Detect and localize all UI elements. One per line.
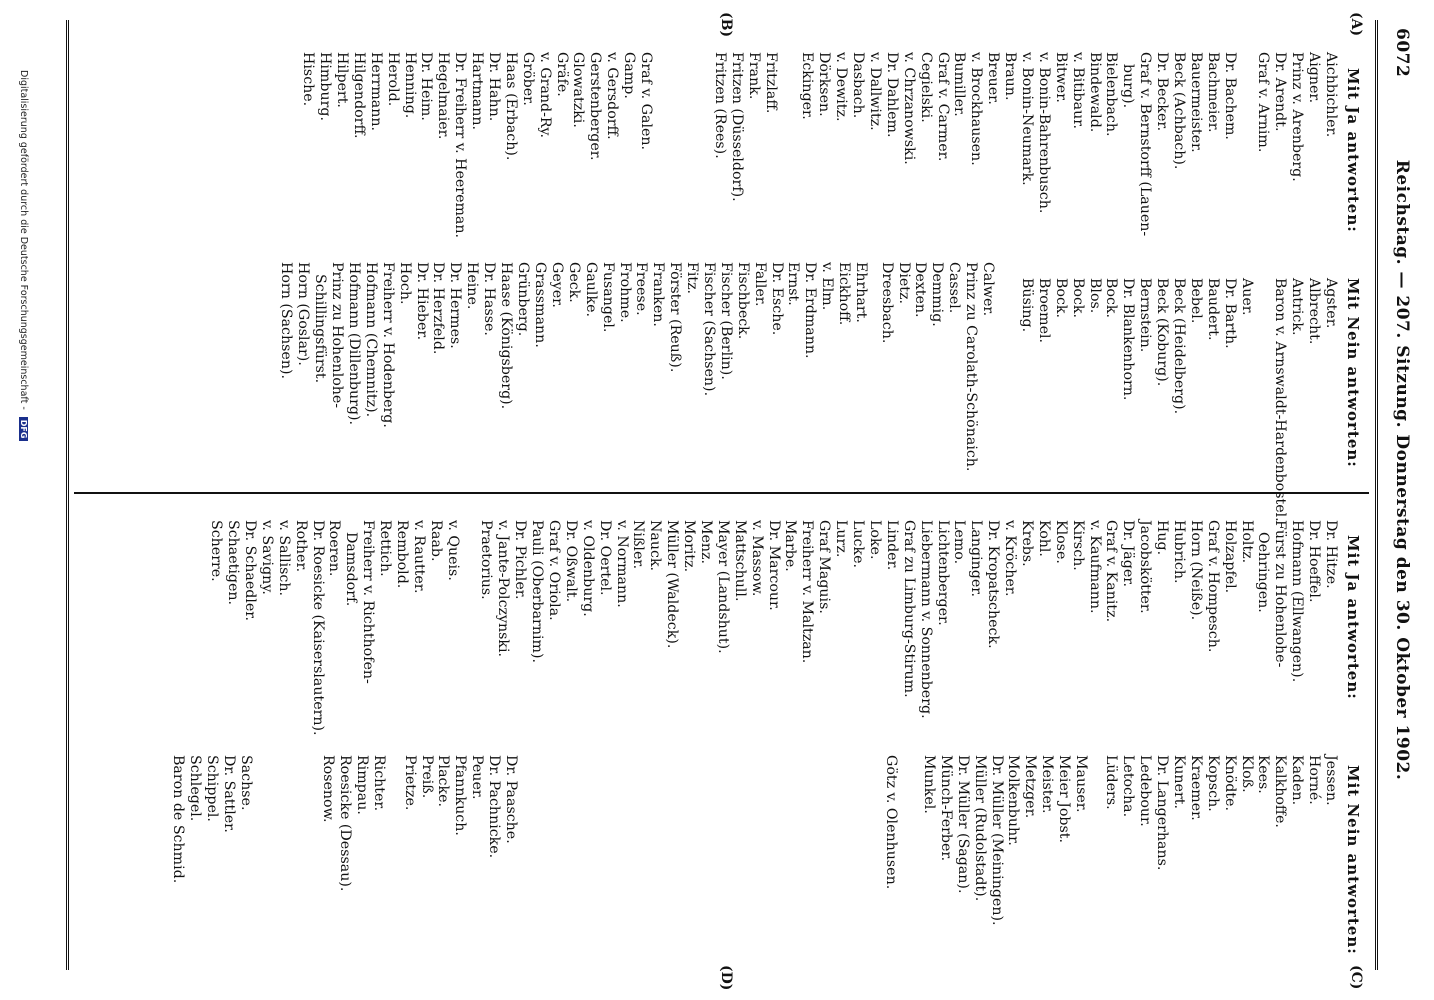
deputy-name: Eckinger. — [799, 52, 816, 120]
deputy-name: Langinger. — [968, 520, 985, 597]
deputy-name: Kirsch. — [1069, 520, 1086, 571]
deputy-name: Prinz zu Carolath-Schönaich. — [963, 262, 980, 472]
deputy-name: Moritz. — [681, 520, 698, 573]
deputy-name: Müller (Waldeck). — [664, 520, 681, 649]
deputy-name: Bock. — [1069, 278, 1086, 319]
deputy-name: Kopsch. — [1204, 755, 1221, 812]
deputy-name: Beck (Heidelberg). — [1170, 278, 1187, 415]
left-nein-list-b — [878, 262, 996, 471]
deputy-name: Graf v. Bernstorff (Lauen- — [1137, 52, 1154, 237]
deputy-name: Frohme. — [616, 262, 633, 323]
deputy-name: Braun. — [1002, 52, 1019, 101]
deputy-name: v. Savigny. — [258, 520, 275, 595]
deputy-name: Fritzen (Düsseldorf). — [729, 52, 746, 202]
deputy-name: Fritzlaff. — [763, 52, 779, 114]
deputy-name: Dr. Langerhans. — [1154, 755, 1171, 871]
deputy-name: Fusangel. — [599, 262, 616, 333]
deputy-name: Dr. Hoeffel. — [1306, 520, 1323, 603]
deputy-name: Münch-Ferber. — [937, 755, 954, 862]
page-header — [1382, 20, 1412, 920]
deputy-name: Dr. Hitze. — [1323, 520, 1339, 589]
deputy-name: Bock. — [1103, 278, 1120, 319]
deputy-name: Dr. Oertel. — [596, 520, 613, 596]
deputy-name: Bebel. — [1187, 278, 1204, 324]
deputy-name: Eickhoff. — [836, 262, 853, 326]
digitization-text: Digitalisierung gefördert durch die Deutsche Forschungsgemeinschaft - — [18, 70, 29, 410]
deputy-name: Schaetigen. — [225, 520, 242, 606]
deputy-name: Horné. — [1306, 755, 1323, 805]
dfg-logo: DFG — [19, 417, 28, 442]
deputy-name: Dr. Jäger. — [1120, 520, 1137, 587]
deputy-name: Dreesbach. — [878, 262, 895, 344]
deputy-name: Letocha. — [1120, 755, 1137, 818]
deputy-name: v. Kröcher. — [1002, 520, 1019, 597]
left-ja-list-a — [799, 52, 1340, 236]
deputy-name: Dr. Marcour. — [765, 520, 782, 611]
deputy-name: Kaden. — [1289, 755, 1306, 806]
deputy-name: Dr. Arendt. — [1272, 52, 1289, 132]
deputy-name: Oehringen. — [1255, 532, 1272, 613]
deputy-name: Herrmann. — [367, 52, 384, 132]
deputy-name: Holtz. — [1238, 520, 1255, 564]
deputy-name: Lemo. — [951, 520, 968, 565]
deputy-name: Schillingsfürst. — [312, 274, 329, 384]
deputy-name — [461, 520, 478, 736]
deputy-name: Bumiller. — [951, 52, 968, 117]
deputy-name: Faller. — [751, 262, 768, 307]
deputy-name: Lucke. — [850, 520, 867, 569]
deputy-name: Preiß. — [418, 755, 435, 799]
deputy-name: Rembold. — [394, 520, 411, 589]
deputy-name: Fischer (Sachsen). — [700, 262, 717, 397]
left-ja-list-b — [711, 52, 779, 202]
deputy-name: Müller (Rudolstadt). — [971, 755, 988, 902]
deputy-name: Mauser. — [1073, 755, 1089, 813]
deputy-name: Dr. Oßwalt. — [562, 520, 579, 603]
deputy-name: Hoch. — [396, 262, 413, 305]
right-ja-list — [207, 520, 1339, 736]
deputy-name: Jessen. — [1323, 755, 1339, 806]
left-nein-list-c — [514, 262, 869, 396]
deputy-name: Knödte. — [1221, 755, 1238, 811]
deputy-name: Demmig. — [929, 262, 946, 327]
deputy-name: Dr. Schaedler. — [242, 520, 258, 622]
left-ja-list-c — [299, 52, 654, 238]
deputy-name: Fitz. — [684, 262, 701, 295]
deputy-name: v. Dewitz. — [833, 52, 850, 122]
deputy-name: Bauermeister. — [1187, 52, 1204, 153]
deputy-name: Lichtenberger. — [934, 520, 951, 626]
deputy-name: Horn (Goslar). — [295, 262, 312, 366]
deputy-name: Dr. Paasche. — [503, 755, 519, 844]
deputy-name: Roeren. — [326, 520, 343, 577]
left-nein-heading: Mit Nein antworten: — [1344, 278, 1362, 468]
deputy-name: Linder. — [883, 520, 900, 571]
deputy-name: Bachmeier. — [1204, 52, 1221, 133]
deputy-name: Dr. Kropatscheck. — [985, 520, 1002, 649]
deputy-name: Lüders. — [1103, 755, 1120, 810]
deputy-name: Dr. Herzfeld. — [430, 262, 447, 355]
deputy-name: v. Grand-Ry. — [536, 52, 553, 139]
deputy-name: Bernstein. — [1137, 278, 1154, 353]
deputy-name: Rimpau. — [354, 755, 371, 815]
deputy-name: Hische. — [300, 52, 317, 107]
deputy-name: Hartmann. — [469, 52, 486, 131]
deputy-name: Gräfe. — [553, 52, 570, 97]
deputy-name: Glowatzki. — [570, 52, 587, 128]
right-nein-heading: Mit Nein antworten: — [1344, 765, 1362, 955]
deputy-name: Fischbeck. — [734, 262, 751, 340]
deputy-name: Dr. Hieber. — [413, 262, 430, 341]
deputy-name: Hilgendorff. — [350, 52, 367, 139]
deputy-name: v. Oldenburg. — [579, 520, 596, 617]
deputy-name: v. Kaufmann. — [1086, 520, 1103, 614]
deputy-name: Rosenow. — [320, 755, 337, 823]
deputy-name: Grünberg. — [515, 262, 532, 337]
deputy-name: Baron v. Arnswaldt-Hardenbostel. — [1272, 278, 1289, 522]
deputy-name: v. Brockhausen. — [968, 52, 985, 166]
deputy-name: Loke. — [866, 520, 883, 560]
marker-a: (A) — [1348, 12, 1364, 37]
deputy-name: Kloß. — [1238, 755, 1255, 793]
deputy-name: Gröber. — [519, 52, 536, 106]
right-nein-list-a — [1103, 755, 1339, 870]
page-number: 6072 — [1392, 28, 1412, 78]
deputy-name: Molkenbuhr. — [1005, 755, 1022, 846]
deputy-name: Meier Jobst. — [1056, 755, 1073, 843]
deputy-name: Antrick. — [1289, 278, 1306, 336]
deputy-name: Hegelmaier. — [435, 52, 452, 140]
deputy-name: Baron de Schmid. — [170, 755, 187, 884]
deputy-name: Sachse. — [238, 755, 254, 811]
deputy-name: Geyer. — [548, 262, 565, 308]
deputy-name: Aigner. — [1306, 52, 1323, 104]
deputy-name: v. Normann. — [613, 520, 630, 608]
left-ja-heading: Mit Ja antworten: — [1344, 68, 1362, 233]
header-rule — [1375, 20, 1378, 970]
deputy-name: v. Bonin-Bahrenbusch. — [1035, 52, 1052, 214]
left-nein-list-d — [278, 262, 514, 428]
deputy-name: Dr. Becker. — [1154, 52, 1171, 132]
deputy-name: Damsdorf. — [343, 532, 360, 607]
deputy-name: v. Gersdorff. — [604, 52, 621, 140]
deputy-name: Dr. Hahn. — [485, 52, 502, 122]
deputy-name: Freiherr v. Hodenberg. — [379, 262, 396, 428]
deputy-name: v. Jante-Polczynski. — [495, 520, 512, 658]
deputy-name: Marbe. — [782, 520, 799, 572]
right-nein-list-c — [882, 755, 899, 889]
deputy-name: Büsing. — [1018, 278, 1035, 333]
deputy-name: Graf v. Hompesch. — [1204, 520, 1221, 653]
deputy-name: Beck (Koburg). — [1154, 278, 1171, 387]
deputy-name: Blos. — [1086, 278, 1103, 314]
deputy-name: Menz. — [698, 520, 715, 565]
deputy-name: Klose. — [1052, 520, 1069, 564]
deputy-name: Heine. — [464, 262, 481, 310]
deputy-name: Hilpert. — [333, 52, 350, 108]
right-nein-list-b — [920, 755, 1089, 926]
deputy-name: Dr. Roesicke (Kaiserslautern). — [309, 520, 326, 736]
deputy-name: Placke. — [435, 755, 452, 807]
deputy-name: burg). — [1120, 64, 1137, 109]
deputy-name: Agster. — [1323, 278, 1339, 329]
deputy-name: Horn (Neiße). — [1187, 520, 1204, 621]
deputy-name: Dr. Freiherr v. Heereman. — [452, 52, 469, 239]
deputy-name: Lurz. — [833, 520, 850, 558]
deputy-name: Dr. Pachnicke. — [486, 755, 503, 859]
deputy-name: Geck. — [565, 262, 582, 303]
deputy-name: Bindewald. — [1086, 52, 1103, 133]
deputy-name: Gamp. — [621, 52, 638, 99]
deputy-name: Dr. Erdmann. — [802, 262, 819, 359]
deputy-name: Cassel. — [946, 262, 963, 314]
deputy-name: Ernst. — [785, 262, 802, 306]
deputy-name: Fischer (Berlin). — [717, 262, 734, 380]
deputy-name: Nißler. — [630, 520, 647, 570]
digitization-note — [18, 70, 29, 441]
deputy-name: Dr. Pichler. — [512, 520, 529, 600]
deputy-name: Calwer. — [980, 262, 996, 317]
deputy-name: Graf v. Arnim. — [1255, 52, 1272, 153]
deputy-name: Dexten. — [912, 262, 929, 318]
deputy-name: Förster (Reuß). — [667, 262, 684, 373]
deputy-name: Gaulke. — [582, 262, 599, 317]
marker-d: (D) — [718, 965, 734, 991]
deputy-name: Dr. Blankenhorn. — [1120, 278, 1137, 401]
deputy-name: Dr. Dahlem. — [883, 52, 900, 138]
deputy-name: Graf Maguis. — [816, 520, 833, 614]
deputy-name: Rother. — [292, 520, 309, 573]
deputy-name: Graf v. Galen. — [638, 52, 654, 151]
deputy-name: Baudert. — [1204, 278, 1221, 341]
deputy-name: Roesicke (Dessau). — [337, 755, 354, 892]
deputy-name: Pauli (Oberbarnim). — [529, 520, 546, 664]
deputy-name: Mayer (Landshut). — [714, 520, 731, 654]
deputy-name: Metzger. — [1022, 755, 1039, 819]
deputy-name: Hofmann (Dillenburg). — [345, 262, 362, 426]
deputy-name: Franken. — [650, 262, 667, 327]
deputy-name: Schippel. — [204, 755, 221, 822]
deputy-name: Haase (Königsberg). — [498, 262, 514, 410]
deputy-name: Ledebour. — [1137, 755, 1154, 827]
deputy-name: Fürst zu Hohenlohe- — [1272, 520, 1289, 668]
deputy-name: Ehrhart. — [853, 262, 869, 323]
deputy-name: Kees. — [1255, 755, 1272, 794]
deputy-name: Freiherr v. Richthofen- — [360, 520, 377, 684]
deputy-name: Henning. — [401, 52, 418, 119]
deputy-name: Dr. Müller (Meiningen). — [988, 755, 1005, 926]
deputy-name: Dietz. — [895, 262, 912, 304]
marker-c: (C) — [1348, 965, 1364, 990]
deputy-name: Frank. — [746, 52, 763, 100]
deputy-name: Jacobskötter. — [1137, 520, 1154, 614]
deputy-name: Scherre. — [208, 520, 225, 582]
deputy-name: Götz v. Olenhusen. — [883, 755, 899, 890]
deputy-name: Richter. — [371, 755, 387, 812]
deputy-name: Kunert. — [1170, 755, 1187, 809]
marker-b: (B) — [718, 12, 734, 38]
deputy-name — [1238, 52, 1255, 236]
deputy-name: Dr. Hasse. — [481, 262, 498, 336]
deputy-name: Munkel. — [920, 755, 937, 814]
deputy-name: Herold. — [384, 52, 401, 107]
deputy-name: v. Bitibaur. — [1069, 52, 1086, 129]
page-title: Reichstag. — 207. Sitzung. Donnerstag den 30. Oktober 1902. — [1392, 159, 1412, 781]
deputy-name: Nauck. — [647, 520, 664, 572]
deputy-name: Dr. Hermes. — [447, 262, 464, 349]
deputy-name: v. Sallisch. — [275, 520, 292, 597]
deputy-name: Liebermann v. Sonnenberg. — [917, 520, 934, 719]
deputy-name: Kraemer. — [1187, 755, 1204, 821]
deputy-name: Peuer. — [469, 755, 486, 800]
deputy-name: Praetorius. — [478, 520, 495, 600]
deputy-name: Raab. — [427, 520, 444, 562]
deputy-name: v. Massow. — [748, 520, 765, 597]
deputy-name: Bitwer. — [1052, 52, 1069, 103]
deputy-name: Grassmann. — [532, 262, 549, 348]
deputy-name: Hug. — [1154, 520, 1171, 556]
deputy-name: v. Rautter. — [410, 520, 427, 594]
deputy-name: Dr. Müller (Sagan). — [954, 755, 971, 894]
deputy-name: v. Dallwitz. — [866, 52, 883, 131]
deputy-name: Graf v. Carmer. — [934, 52, 951, 162]
deputy-name: Kalkhoffe. — [1272, 755, 1289, 828]
deputy-name: Himburg. — [317, 52, 334, 121]
right-ja-heading: Mit Ja antworten: — [1344, 535, 1362, 700]
deputy-name: Horn (Sachsen). — [278, 262, 295, 379]
deputy-name: Rettich. — [377, 520, 394, 577]
right-nein-list-f — [170, 755, 254, 883]
right-nein-list-e — [319, 755, 387, 891]
deputy-name: Bock. — [1052, 278, 1069, 319]
deputy-name: Dasbach. — [850, 52, 867, 119]
deputy-name: Fritzen (Rees). — [712, 52, 729, 159]
deputy-name: Bielenbach. — [1103, 52, 1120, 137]
deputy-name: Graf v. Oriola. — [546, 520, 563, 621]
deputy-name: Dr. Heim. — [418, 52, 435, 121]
deputy-name: Broemel. — [1035, 278, 1052, 344]
deputy-name: Graf zu Limburg-Stirum. — [900, 520, 917, 698]
deputy-name: Haas (Erbach). — [502, 52, 519, 161]
deputy-name: v. Chrzanowski. — [900, 52, 917, 165]
deputy-name: Freiherr v. Maltzan. — [799, 520, 816, 664]
deputy-name: Krebs. — [1018, 520, 1035, 567]
deputy-name: Dr. Sattler. — [221, 755, 238, 833]
deputy-name: Mattschull. — [731, 520, 748, 602]
deputy-name: Dr. Bachem. — [1221, 52, 1238, 140]
deputy-name — [1255, 278, 1272, 522]
deputy-name: Graf v. Kanitz. — [1103, 520, 1120, 623]
deputy-name: Prietze. — [401, 755, 418, 811]
deputy-name: Prinz v. Arenberg. — [1289, 52, 1306, 182]
deputy-name: Albrecht. — [1306, 278, 1323, 345]
deputy-name: Auer. — [1238, 278, 1255, 316]
footer-rule — [66, 20, 69, 970]
deputy-name: Freese. — [633, 262, 650, 316]
deputy-name: Schlegel. — [187, 755, 204, 822]
deputy-name: Aichbichler. — [1323, 52, 1339, 138]
deputy-name: v. Queis. — [444, 520, 461, 581]
left-nein-list-a — [1018, 278, 1339, 522]
deputy-name: Breuer. — [985, 52, 1002, 105]
deputy-name: Hofmann (Ellwangen). — [1289, 520, 1306, 683]
deputy-name: v. Elm. — [819, 262, 836, 311]
deputy-name: Prinz zu Hohenlohe- — [329, 262, 346, 409]
deputy-name: v. Bonin-Neumark. — [1018, 52, 1035, 186]
deputy-name: Dr. Esche. — [768, 262, 785, 336]
right-nein-list-d — [401, 755, 519, 858]
deputy-name: Kohl. — [1035, 520, 1052, 557]
deputy-name: Hubrich. — [1170, 520, 1187, 584]
deputy-name: Meister. — [1039, 755, 1056, 814]
deputy-name: Dr. Barth. — [1221, 278, 1238, 349]
deputy-name: Pfannkuch. — [452, 755, 469, 836]
deputy-name: Hofmann (Chemnitz). — [362, 262, 379, 418]
deputy-name: Dörksen. — [816, 52, 833, 117]
deputy-name: Cegielski. — [917, 52, 934, 123]
deputy-name: Gerstenberger. — [587, 52, 604, 161]
deputy-name: Holzapfel. — [1221, 520, 1238, 594]
deputy-name: Beck (Achbach). — [1170, 52, 1187, 170]
